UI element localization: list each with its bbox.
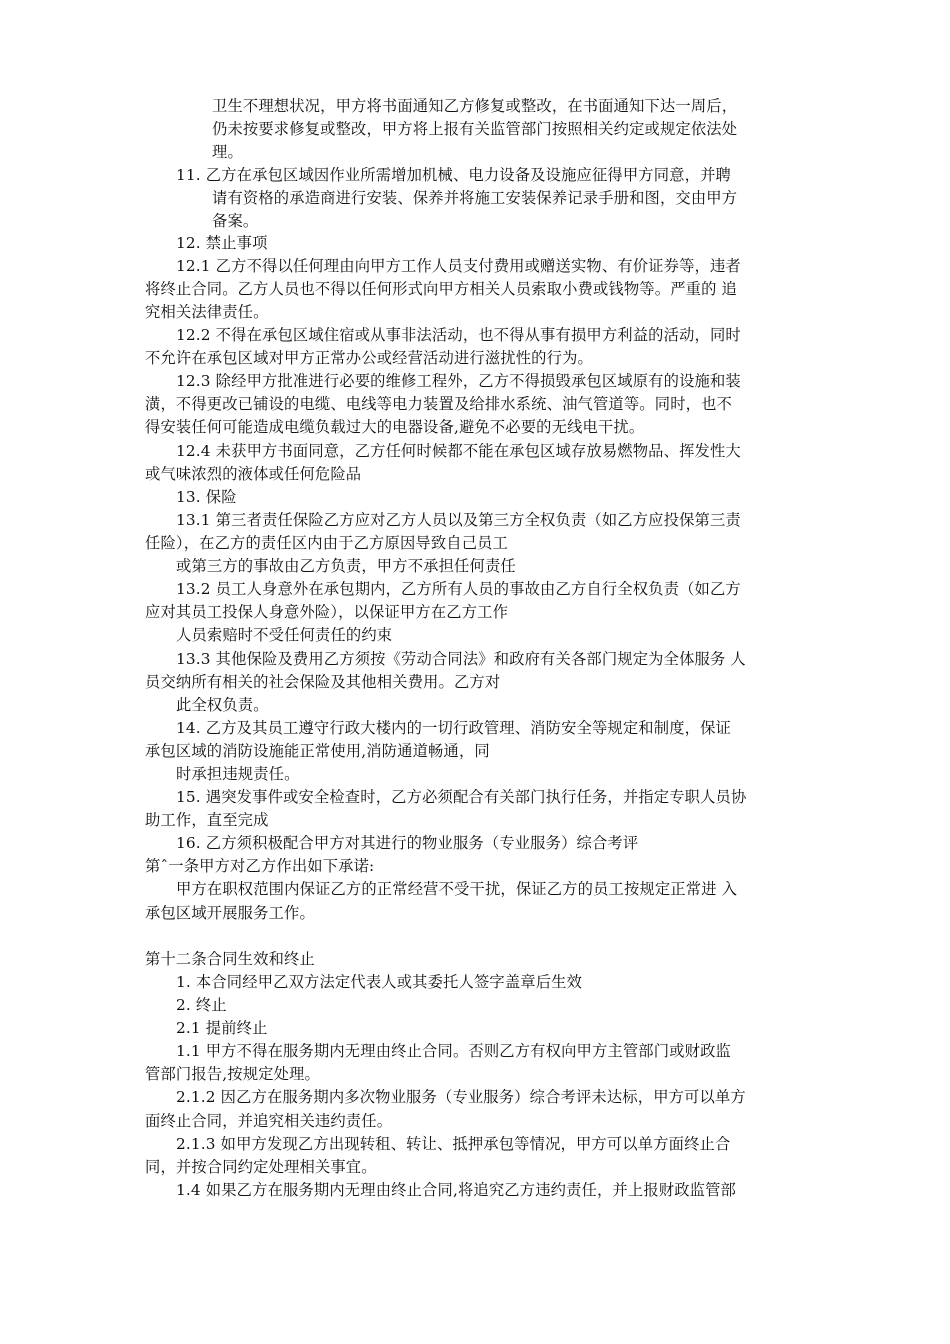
text-line: 16. 乙方须积极配合甲方对其进行的物业服务（专业服务）综合考评 bbox=[176, 834, 639, 852]
text-line: 11. 乙方在承包区域因作业所需增加机械、电力设备及设施应征得甲方同意，并聘 bbox=[176, 166, 731, 184]
text-line: 人员索赔时不受任何责任的约束 bbox=[176, 626, 393, 644]
text-line: 不允许在承包区域对甲方正常办公或经营活动进行滋扰性的行为。 bbox=[145, 349, 593, 367]
text-line: 13. 保险 bbox=[176, 488, 237, 506]
text-line: 15. 遇突发事件或安全检查时，乙方必须配合有关部门执行任务，并指定专职人员协 bbox=[176, 788, 747, 806]
text-line: 应对其员工投保人身意外险），以保证甲方在乙方工作 bbox=[145, 603, 509, 621]
text-line: 承包区域的消防设施能正常使用,消防通道畅通，同 bbox=[145, 742, 490, 760]
text-line: 1. 本合同经甲乙双方法定代表人或其委托人签字盖章后生效 bbox=[176, 973, 583, 991]
text-line: 助工作，直至完成 bbox=[145, 811, 269, 829]
section-heading: 第十二条合同生效和终止 bbox=[145, 950, 315, 968]
text-line: 14. 乙方及其员工遵守行政大楼内的一切行政管理、消防安全等规定和制度，保证 bbox=[176, 719, 731, 737]
text-line: 管部门报告,按规定处理。 bbox=[145, 1065, 320, 1083]
text-line: 究相关法律责任。 bbox=[145, 303, 269, 321]
text-line: 承包区域开展服务工作。 bbox=[145, 904, 315, 922]
text-line: 2. 终止 bbox=[176, 996, 227, 1014]
text-line: 12.1 乙方不得以任何理由向甲方工作人员支付费用或赠送实物、有价证券等，违者 bbox=[176, 257, 741, 275]
text-line: 或气味浓烈的液体或任何危险品 bbox=[145, 465, 362, 483]
text-line: 2.1.3 如甲方发现乙方出现转租、转让、抵押承包等情况，甲方可以单方面终止合 bbox=[176, 1135, 731, 1153]
text-line: 12.3 除经甲方批准进行必要的维修工程外，乙方不得损毁承包区域原有的设施和装 bbox=[176, 372, 741, 390]
text-line: 1.4 如果乙方在服务期内无理由终止合同,将追究乙方违约责任，并上报财政监管部 bbox=[176, 1181, 736, 1199]
text-line: 潢，不得更改已铺设的电缆、电线等电力装置及给排水系统、油气管道等。同时，也不 bbox=[145, 395, 732, 413]
text-line: 2.1.2 因乙方在服务期内多次物业服务（专业服务）综合考评未达标，甲方可以单方 bbox=[176, 1088, 746, 1106]
text-line: 2.1 提前终止 bbox=[176, 1019, 268, 1037]
text-line: 卫生不理想状况，甲方将书面通知乙方修复或整改，在书面通知下达一周后， bbox=[212, 97, 738, 115]
text-line: 13.2 员工人身意外在承包期内，乙方所有人员的事故由乙方自行全权负责（如乙方 bbox=[176, 580, 741, 598]
text-line: 员交纳所有相关的社会保险及其他相关费用。乙方对 bbox=[145, 673, 501, 691]
section-heading: 第ˆ一条甲方对乙方作出如下承诺: bbox=[145, 857, 375, 875]
text-line: 理。 bbox=[212, 143, 243, 161]
text-line: 12. 禁止事项 bbox=[176, 234, 268, 252]
text-line: 1.1 甲方不得在服务期内无理由终止合同。否则乙方有权向甲方主管部门或财政监 bbox=[176, 1042, 731, 1060]
text-line: 12.4 未获甲方书面同意，乙方任何时候都不能在承包区域存放易燃物品、挥发性大 bbox=[176, 442, 741, 460]
text-line: 13.1 第三者责任保险乙方应对乙方人员以及第三方全权负责（如乙方应投保第三责 bbox=[176, 511, 741, 529]
text-line: 12.2 不得在承包区域住宿或从事非法活动，也不得从事有损甲方利益的活动，同时 bbox=[176, 326, 741, 344]
text-line: 得安装任何可能造成电缆负载过大的电器设备,避免不必要的无线电干扰。 bbox=[145, 418, 645, 436]
text-line: 面终止合同，并追究相关违约责任。 bbox=[145, 1112, 393, 1130]
text-line: 13.3 其他保险及费用乙方须按《劳动合同法》和政府有关各部门规定为全体服务 人 bbox=[176, 650, 746, 668]
text-line: 同，并按合同约定处理相关事宜。 bbox=[145, 1158, 377, 1176]
text-line: 时承担违规责任。 bbox=[176, 765, 300, 783]
text-line: 仍未按要求修复或整改，甲方将上报有关监管部门按照相关约定或规定依法处 bbox=[212, 120, 738, 138]
text-line: 或第三方的事故由乙方负责，甲方不承担任何责任 bbox=[176, 557, 516, 575]
text-line: 此全权负责。 bbox=[176, 696, 269, 714]
text-line: 请有资格的承造商进行安装、保养并将施工安装保养记录手册和图，交由甲方 bbox=[212, 189, 738, 207]
text-line: 任险），在乙方的责任区内由于乙方原因导致自己员工 bbox=[145, 534, 509, 552]
text-line: 甲方在职权范围内保证乙方的正常经营不受干扰，保证乙方的员工按规定正常进 入 bbox=[176, 880, 738, 898]
text-line: 备案。 bbox=[212, 212, 259, 230]
text-line: 将终止合同。乙方人员也不得以任何形式向甲方相关人员索取小费或钱物等。严重的 追 bbox=[145, 280, 737, 298]
